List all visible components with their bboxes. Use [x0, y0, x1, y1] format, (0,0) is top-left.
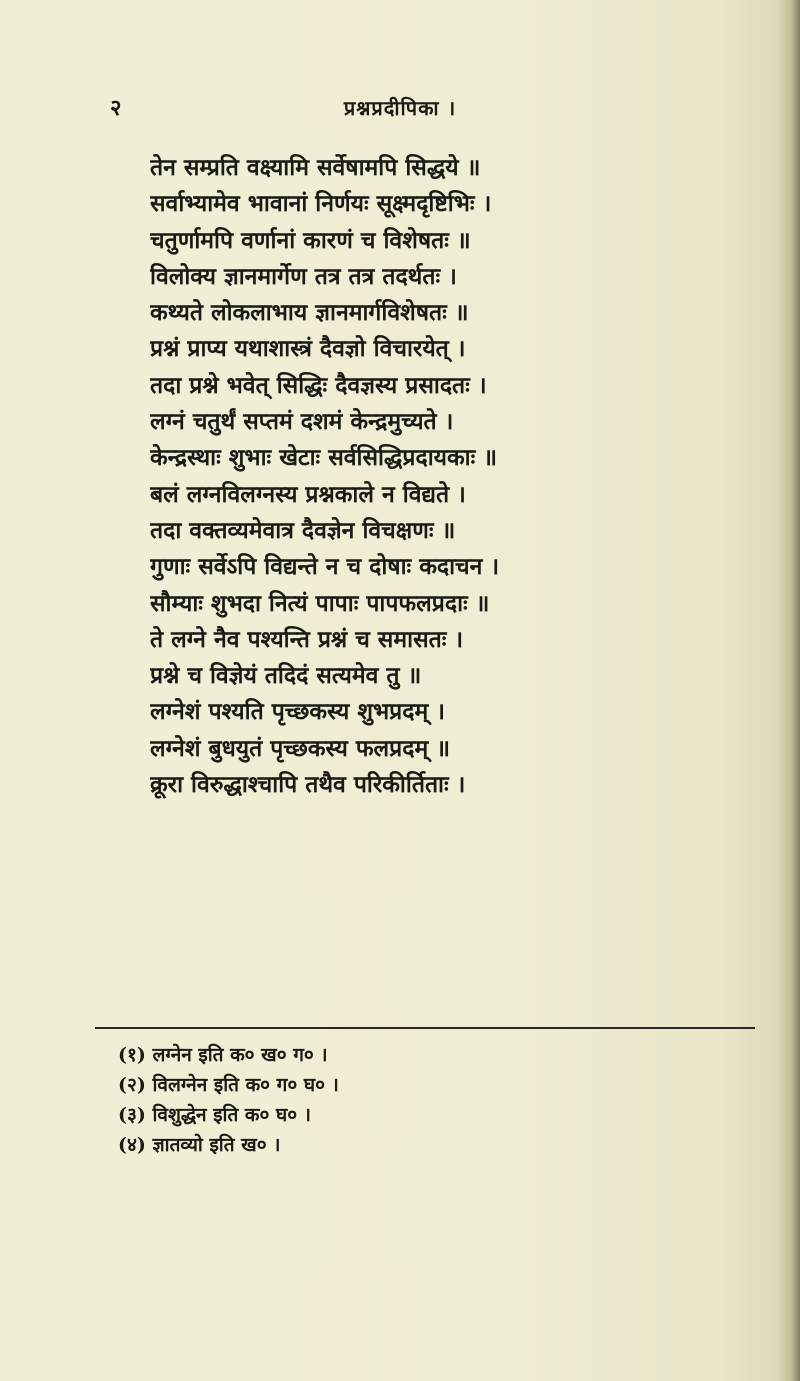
verse-line: लग्नं चतुर्थं सप्तमं दशमं केन्द्रमुच्यते ।	[150, 408, 454, 436]
footnote-item: (१) लग्नेन इति क० ख० ग० ।	[118, 1044, 328, 1066]
verse-line: लग्नेशं बुधयुतं पृच्छकस्य फलप्रदम् ॥	[150, 734, 450, 762]
verse-line: लग्नेशं पश्यति पृच्छकस्य शुभप्रदम् ।	[150, 698, 445, 726]
verse-line: गुणाः सर्वेऽपि विद्यन्ते न च दोषाः कदाचन ।	[150, 553, 500, 581]
binding-shadow	[778, 0, 800, 1381]
footnote-item: (४) ज्ञातव्यो इति ख० ।	[118, 1134, 281, 1156]
verse-line: सौम्याः शुभदा नित्यं पापाः पापफलप्रदाः ॥	[150, 589, 490, 617]
verse-line: विलोक्य ज्ञानमार्गेण तत्र तत्र तदर्थतः ।	[150, 262, 457, 290]
verse-line: क्रूरा विरुद्धाश्चापि तथैव परिकीर्तिताः ।	[150, 771, 466, 799]
verse-line: कथ्यते लोकलाभाय ज्ञानमार्गविशेषतः ॥	[150, 299, 469, 327]
verse-line: प्रश्ने च विज्ञेयं तदिदं सत्यमेव तु ॥	[150, 662, 422, 690]
footnote-item: (२) विलग्नेन इति क० ग० घ० ।	[118, 1074, 339, 1096]
verse-line: तदा प्रश्ने भवेत् सिद्धिः दैवज्ञस्य प्रसादतः ।	[150, 371, 487, 399]
verse-block	[150, 150, 650, 803]
page-header	[0, 92, 800, 122]
page-number: २	[110, 95, 122, 121]
verse-line: ते लग्ने नैव पश्यन्ति प्रश्नं च समासतः ।	[150, 625, 464, 653]
verse-line: प्रश्नं प्राप्य यथाशास्त्रं दैवज्ञो विचारयेत् ।	[150, 335, 466, 363]
verse-line: तदा वक्तव्यमेवात्र दैवज्ञेन विचक्षणः ॥	[150, 516, 456, 544]
verse-line: चतुर्णामपि वर्णानां कारणं च विशेषतः ॥	[150, 226, 471, 254]
verse-line: बलं लग्नविलग्नस्य प्रश्नकाले न विद्यते ।	[150, 480, 466, 508]
footnotes	[118, 1040, 638, 1160]
footnote-item: (३) विशुद्धेन इति क० घ० ।	[118, 1104, 311, 1126]
footnote-divider	[95, 1027, 755, 1029]
verse-line: तेन सम्प्रति वक्ष्यामि सर्वेषामपि सिद्धये ॥	[150, 154, 481, 181]
verse-line: केन्द्रस्थाः शुभाः खेटाः सर्वसिद्धिप्रदायकाः ॥	[150, 444, 498, 472]
running-head: प्रश्नप्रदीपिका ।	[343, 96, 457, 120]
verse-line: सर्वाभ्यामेव भावानां निर्णयः सूक्ष्मदृष्टिभिः ।	[150, 190, 492, 218]
